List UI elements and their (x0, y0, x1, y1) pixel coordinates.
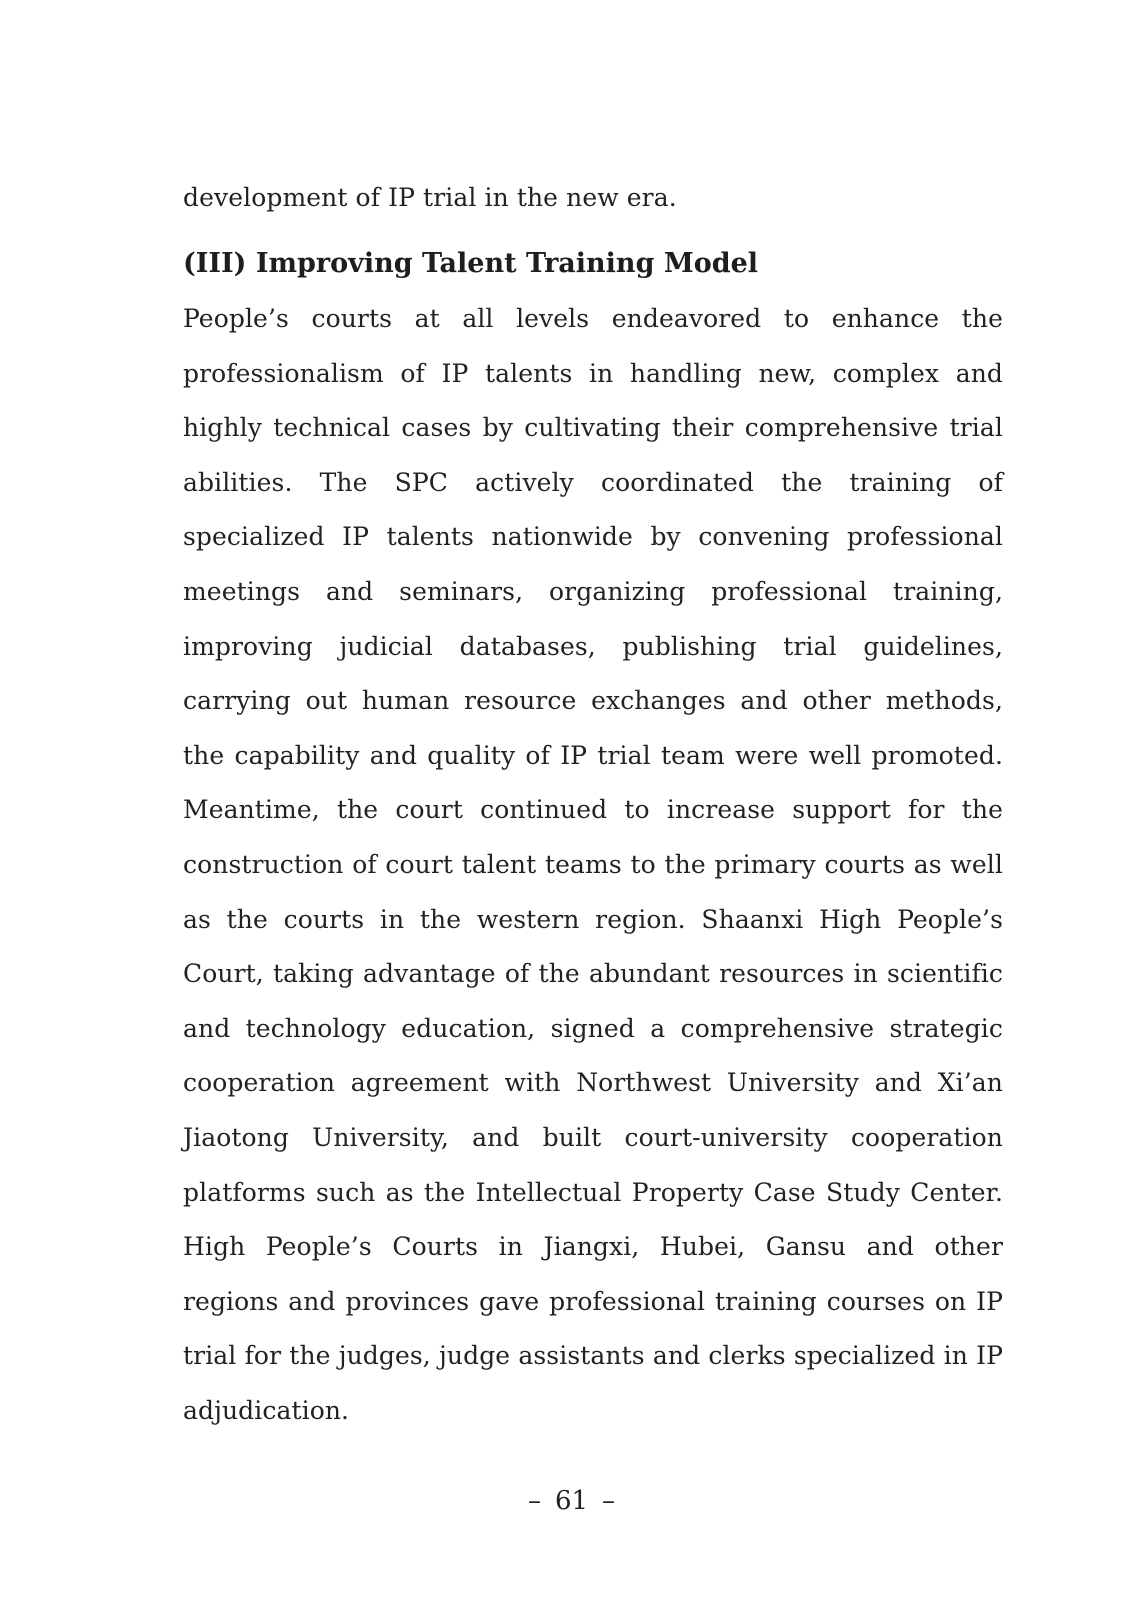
page-number: 61 (554, 1486, 589, 1516)
page-number-dash-left: – (527, 1486, 541, 1516)
page-content (183, 172, 1003, 1438)
continuation-paragraph: development of IP trial in the new era. (183, 183, 677, 212)
page-footer (0, 1486, 1143, 1516)
section-heading: (III) Improving Talent Training Model (183, 248, 759, 279)
page-number-dash-right: – (602, 1486, 616, 1516)
section-paragraph: People’s courts at all levels endeavored to enhance the professionalism of IP talents in handling new, complex and highly technical cases by cultivating their comprehensive trial abilities. The SPC actively coordinated the training of specialized IP talents nationwide by convening professional meetings and seminars, organizing professional training, improving judicial databases, publishing trial guidelines, carrying out human resource exchanges and other methods, the capability and quality of IP trial team were well promoted. Meantime, the court continued to increase support for the construction of court talent teams to the primary courts as well as the courts in the western region. Shaanxi High People’s Court, taking advantage of the abundant resources in scientific and technology education, signed a comprehensive strategic cooperation agreement with Northwest University and Xi’an Jiaotong University, and built court-university cooperation platforms such as the Intellectual Property Case Study Center. High People’s Courts in Jiangxi, Hubei, Gansu and other regions and provinces gave professional training courses on IP trial for the judges, judge assistants and clerks specialized in IP adjudication. (183, 304, 1003, 1425)
